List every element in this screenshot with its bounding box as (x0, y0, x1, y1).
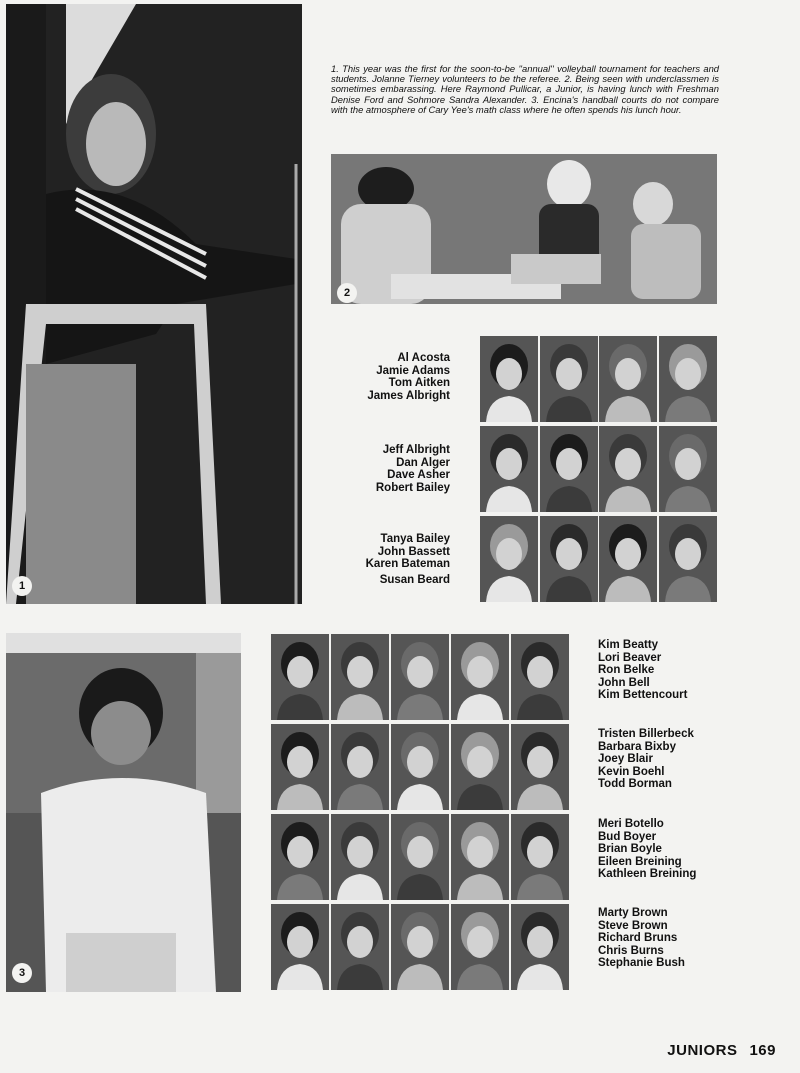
student-portrait (451, 634, 509, 720)
name-group-bottom-4 (598, 907, 685, 970)
student-portrait (451, 904, 509, 990)
photo-caption: 1. This year was the first for the soon-to-be ''annual'' volleyball tournament for teachers and students. Jolanne Tierney volunteers to be the referee. 2. Being seen with underclassmen is sometimes embarassing. Here Raymond Pullicar, a Junior, is having lunch with Freshman Denise Ford and Sohmore Sandra Alexander. 3. Encina's handball courts do not compare with the atmosphere of Cary Yee's math class where he often spends his lunch hour. (331, 63, 719, 115)
student-name: Tristen Billerbeck (598, 728, 694, 740)
student-portrait (511, 634, 569, 720)
student-portrait (480, 516, 538, 602)
student-name: Robert Bailey (375, 481, 450, 494)
student-portrait (391, 634, 449, 720)
student-name: Dan Alger (396, 456, 450, 469)
student-name: Kim Bettencourt (598, 689, 688, 702)
student-name: Tanya Bailey (380, 533, 450, 545)
student-name: Steve Brown (598, 919, 668, 932)
student-name: Lori Beaver (598, 651, 662, 664)
student-name: Joey Blair (598, 753, 653, 766)
name-group-bottom-3 (598, 818, 696, 881)
student-name: Todd Borman (598, 778, 672, 791)
student-portrait (659, 516, 717, 602)
name-group-bottom-1 (598, 639, 687, 702)
photo-referee (6, 4, 302, 604)
student-name: Kim Beatty (598, 639, 659, 651)
student-portrait (540, 426, 598, 512)
photo-lunch-on-grass (331, 154, 717, 304)
student-portrait (331, 634, 389, 720)
student-name: John Bell (598, 676, 650, 689)
student-portrait (599, 516, 657, 602)
student-name: Meri Botello (598, 818, 664, 830)
student-portrait (391, 724, 449, 810)
student-name: Stephanie Bush (598, 957, 685, 970)
student-name: James Albright (367, 389, 450, 402)
photo-number-3: 3 (12, 963, 32, 983)
student-portrait (540, 516, 598, 602)
page-footer (655, 1042, 776, 1059)
student-name: Karen Bateman (365, 558, 450, 571)
student-name: Tom Aitken (388, 377, 450, 390)
student-portrait (331, 724, 389, 810)
student-name: Barbara Bixby (598, 740, 676, 753)
photo-handball-court (6, 633, 241, 992)
student-portrait (331, 904, 389, 990)
student-portrait (540, 336, 598, 422)
student-portrait (659, 426, 717, 512)
student-portrait (599, 336, 657, 422)
student-name: Bud Boyer (598, 830, 657, 843)
student-name: John Bassett (377, 545, 450, 558)
section-title: JUNIORS (667, 1042, 738, 1059)
student-name: Richard Bruns (598, 932, 678, 945)
student-portrait (451, 814, 509, 900)
student-name: Kathleen Breining (598, 868, 697, 881)
student-name: Jamie Adams (376, 364, 450, 377)
student-name: Kevin Boehl (598, 765, 665, 778)
photo-number-2: 2 (337, 283, 357, 303)
student-portrait (480, 426, 538, 512)
student-name: Chris Burns (598, 944, 664, 957)
student-portrait (271, 634, 329, 720)
student-name: Jeff Albright (382, 444, 450, 456)
student-portrait (391, 904, 449, 990)
student-portrait (480, 336, 538, 422)
name-group-top-2 (376, 444, 450, 494)
student-name: Ron Belke (598, 664, 655, 677)
student-portrait (659, 336, 717, 422)
student-portrait (391, 814, 449, 900)
student-name: Susan Beard (379, 573, 450, 586)
student-portrait (511, 724, 569, 810)
name-group-top-3 (366, 533, 450, 586)
student-portrait (271, 904, 329, 990)
name-group-bottom-2 (598, 728, 694, 791)
student-portrait (271, 724, 329, 810)
student-name: Marty Brown (598, 907, 668, 919)
student-name: Al Acosta (397, 352, 450, 364)
student-portrait (451, 724, 509, 810)
student-name: Dave Asher (387, 469, 450, 482)
student-portrait (599, 426, 657, 512)
name-group-top-1 (367, 352, 450, 402)
photo-number-1: 1 (12, 576, 32, 596)
student-name: Eileen Breining (598, 855, 682, 868)
student-portrait (271, 814, 329, 900)
student-portrait (511, 814, 569, 900)
page-number: 169 (749, 1042, 776, 1059)
student-portrait (331, 814, 389, 900)
student-name: Brian Boyle (598, 843, 662, 856)
student-portrait (511, 904, 569, 990)
